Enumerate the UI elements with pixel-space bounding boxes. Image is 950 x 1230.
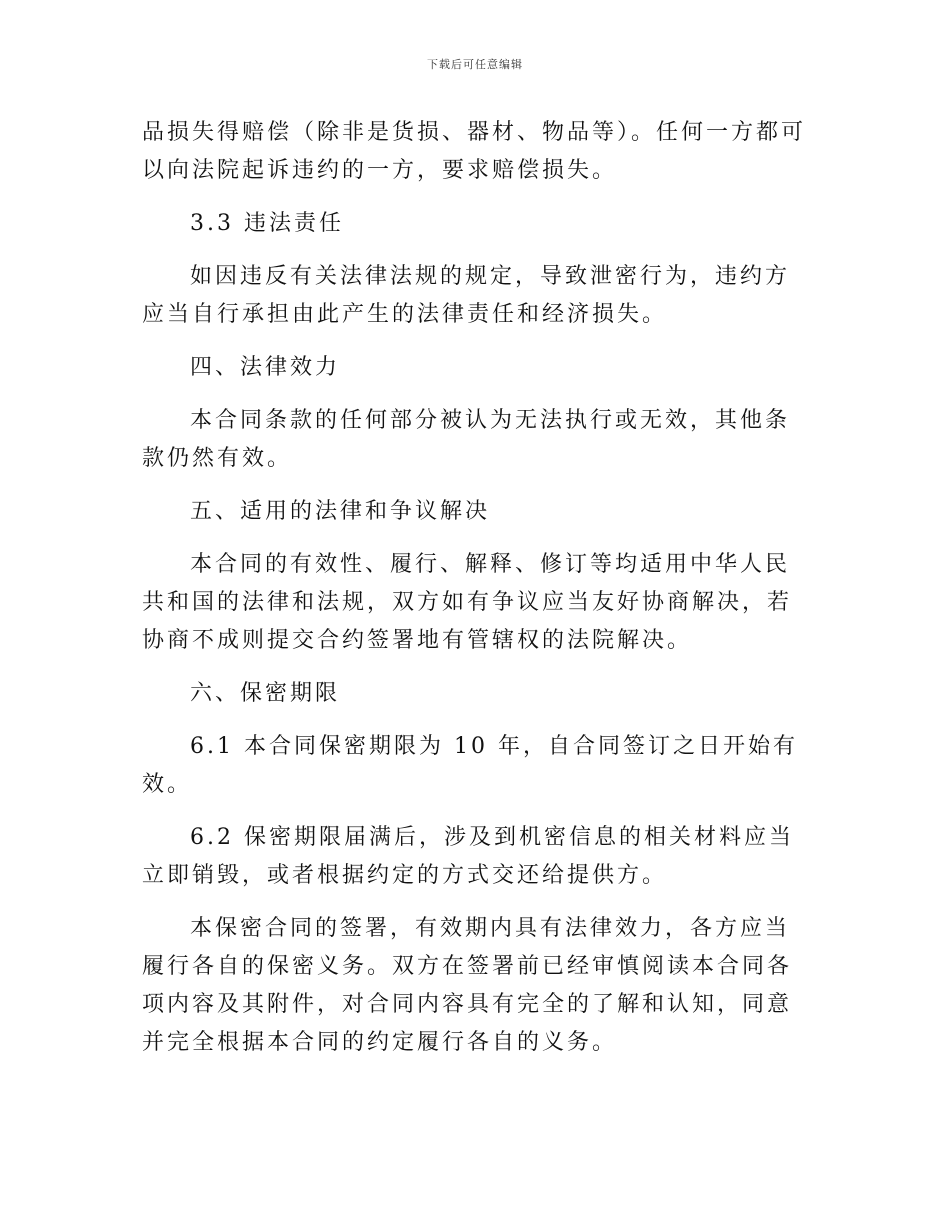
section-heading-6: 六、保密期限 xyxy=(190,681,341,706)
paragraph-legal-effect: 本合同条款的任何部分被认为无法执行或无效，其他条款仍然有效。 xyxy=(142,408,791,471)
paragraph-dispute-resolution: 本合同的有效性、履行、解释、修订等均适用中华人民共和国的法律和法规，双方如有争议应当友好协商解决，若协商不成则提交合约签署地有管辖权的法院解决。 xyxy=(142,552,793,653)
section-heading-5: 五、适用的法律和争议解决 xyxy=(190,499,491,524)
paragraph-closing: 本保密合同的签署，有效期内具有法律效力，各方应当履行各自的保密义务。双方在签署前已经审慎阅读本合同各项内容及其附件，对合同内容具有完全的了解和认知，同意并完全根据本合同的约定履行各自的义务。 xyxy=(142,916,793,1055)
page-header: 下载后可任意编辑 xyxy=(427,58,523,71)
document-body xyxy=(142,114,812,1077)
section-heading-3-3: 3.3 违法责任 xyxy=(190,211,344,236)
section-heading-4: 四、法律效力 xyxy=(190,355,341,380)
paragraph-continuation: 品损失得赔偿（除非是货损、器材、物品等）。任何一方都可以向法院起诉违约的一方，要求赔偿损失。 xyxy=(142,120,807,183)
paragraph-6-2: 6.2 保密期限届满后，涉及到机密信息的相关材料应当立即销毁，或者根据约定的方式交还给提供方。 xyxy=(142,825,794,888)
paragraph-6-1: 6.1 本合同保密期限为 10 年，自合同签订之日开始有效。 xyxy=(142,734,798,797)
paragraph-illegal-liability: 如因违反有关法律法规的规定，导致泄密行为，违约方应当自行承担由此产生的法律责任和经济损失。 xyxy=(142,264,791,327)
